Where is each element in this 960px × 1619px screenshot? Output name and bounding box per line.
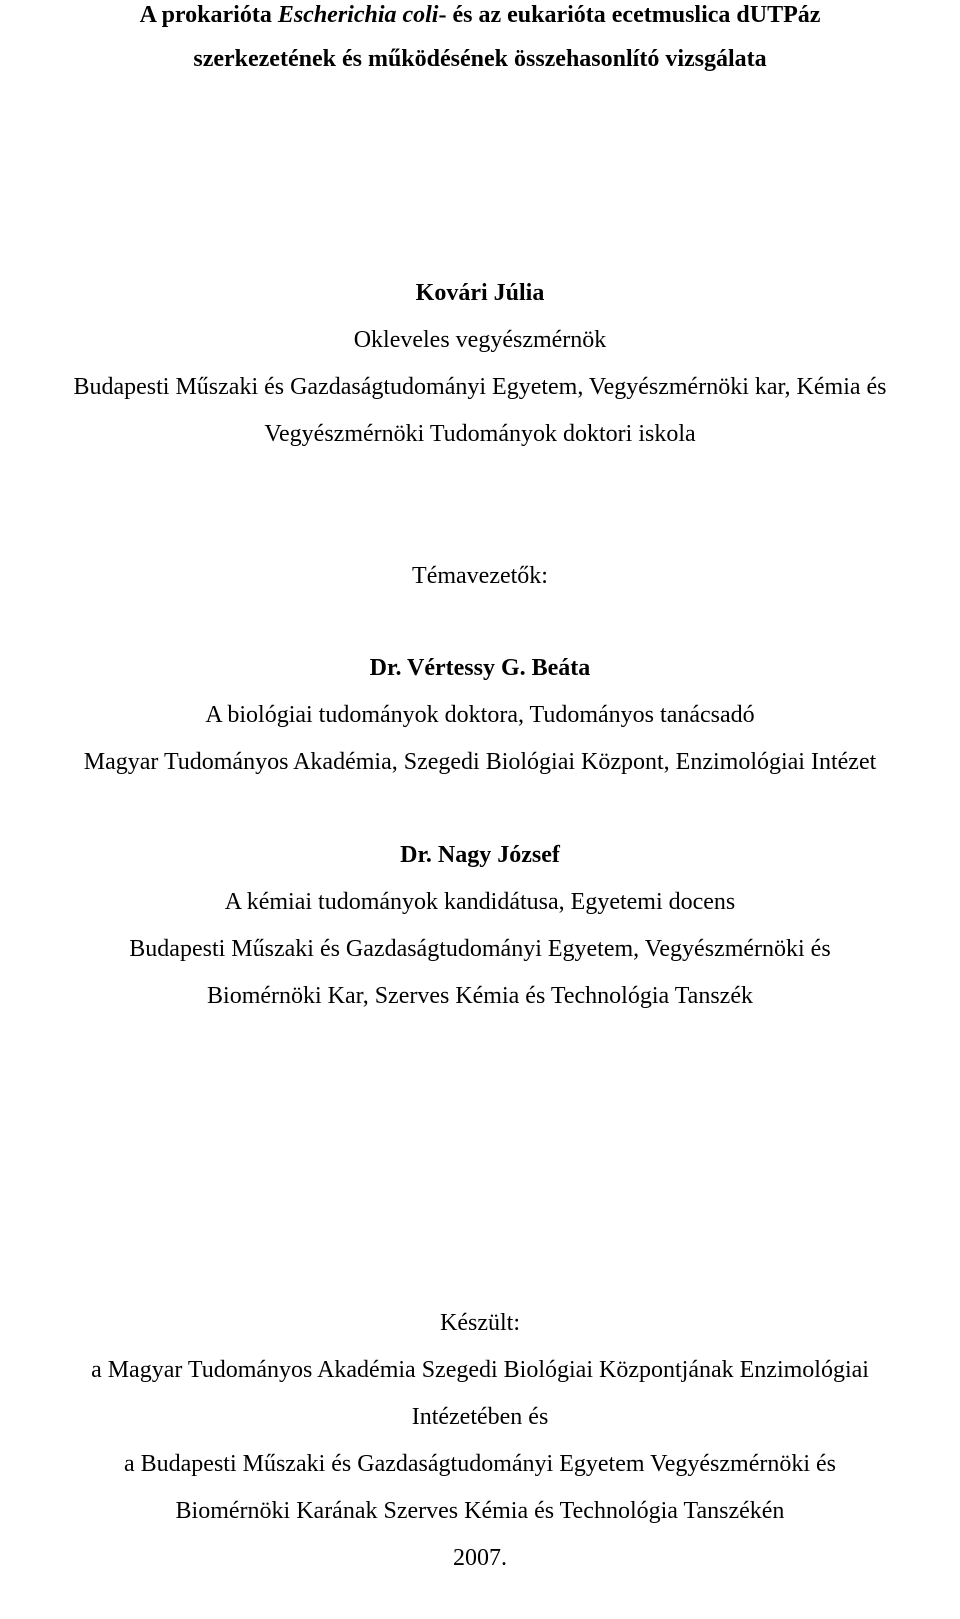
- author-name: Kovári Júlia: [415, 280, 545, 306]
- title-line-2: szerkezetének és működésének összehasonlító vizsgálata: [193, 46, 767, 72]
- made-line-4: Biomérnöki Karának Szerves Kémia és Technológia Tanszékén: [175, 1498, 785, 1524]
- supervisor-1-title: A biológiai tudományok doktora, Tudományos tanácsadó: [205, 702, 755, 728]
- made-label: Készült:: [440, 1310, 520, 1336]
- supervisors-label: Témavezetők:: [412, 563, 548, 589]
- author-degree: Okleveles vegyészmérnök: [353, 327, 607, 353]
- made-line-1: a Magyar Tudományos Akadémia Szegedi Biológiai Központjának Enzimológiai: [91, 1357, 869, 1383]
- supervisor-2-title: A kémiai tudományok kandidátusa, Egyetemi docens: [224, 889, 736, 915]
- supervisor-2-affiliation-line-2: Biomérnöki Kar, Szerves Kémia és Technológia Tanszék: [207, 983, 753, 1009]
- title-prefix: A prokarióta: [139, 2, 278, 28]
- author-affiliation-line-1: Budapesti Műszaki és Gazdaságtudományi Egyetem, Vegyészmérnöki kar, Kémia és: [73, 374, 887, 400]
- title-suffix: - és az eukarióta ecetmuslica dUTPáz: [438, 2, 821, 28]
- supervisor-1-affiliation: Magyar Tudományos Akadémia, Szegedi Biológiai Központ, Enzimológiai Intézet: [83, 749, 877, 775]
- supervisor-2-name: Dr. Nagy József: [400, 842, 560, 868]
- made-line-2: Intézetében és: [411, 1404, 549, 1430]
- supervisor-2-affiliation-line-1: Budapesti Műszaki és Gazdaságtudományi Egyetem, Vegyészmérnöki és: [129, 936, 831, 962]
- supervisor-1-name: Dr. Vértessy G. Beáta: [369, 655, 591, 681]
- made-line-3: a Budapesti Műszaki és Gazdaságtudományi Egyetem Vegyészmérnöki és: [123, 1451, 837, 1477]
- author-affiliation-line-2: Vegyészmérnöki Tudományok doktori iskola: [264, 421, 696, 447]
- title-line-1: [0, 0, 960, 30]
- made-year: 2007.: [453, 1545, 507, 1571]
- title-species: Escherichia coli: [277, 2, 439, 28]
